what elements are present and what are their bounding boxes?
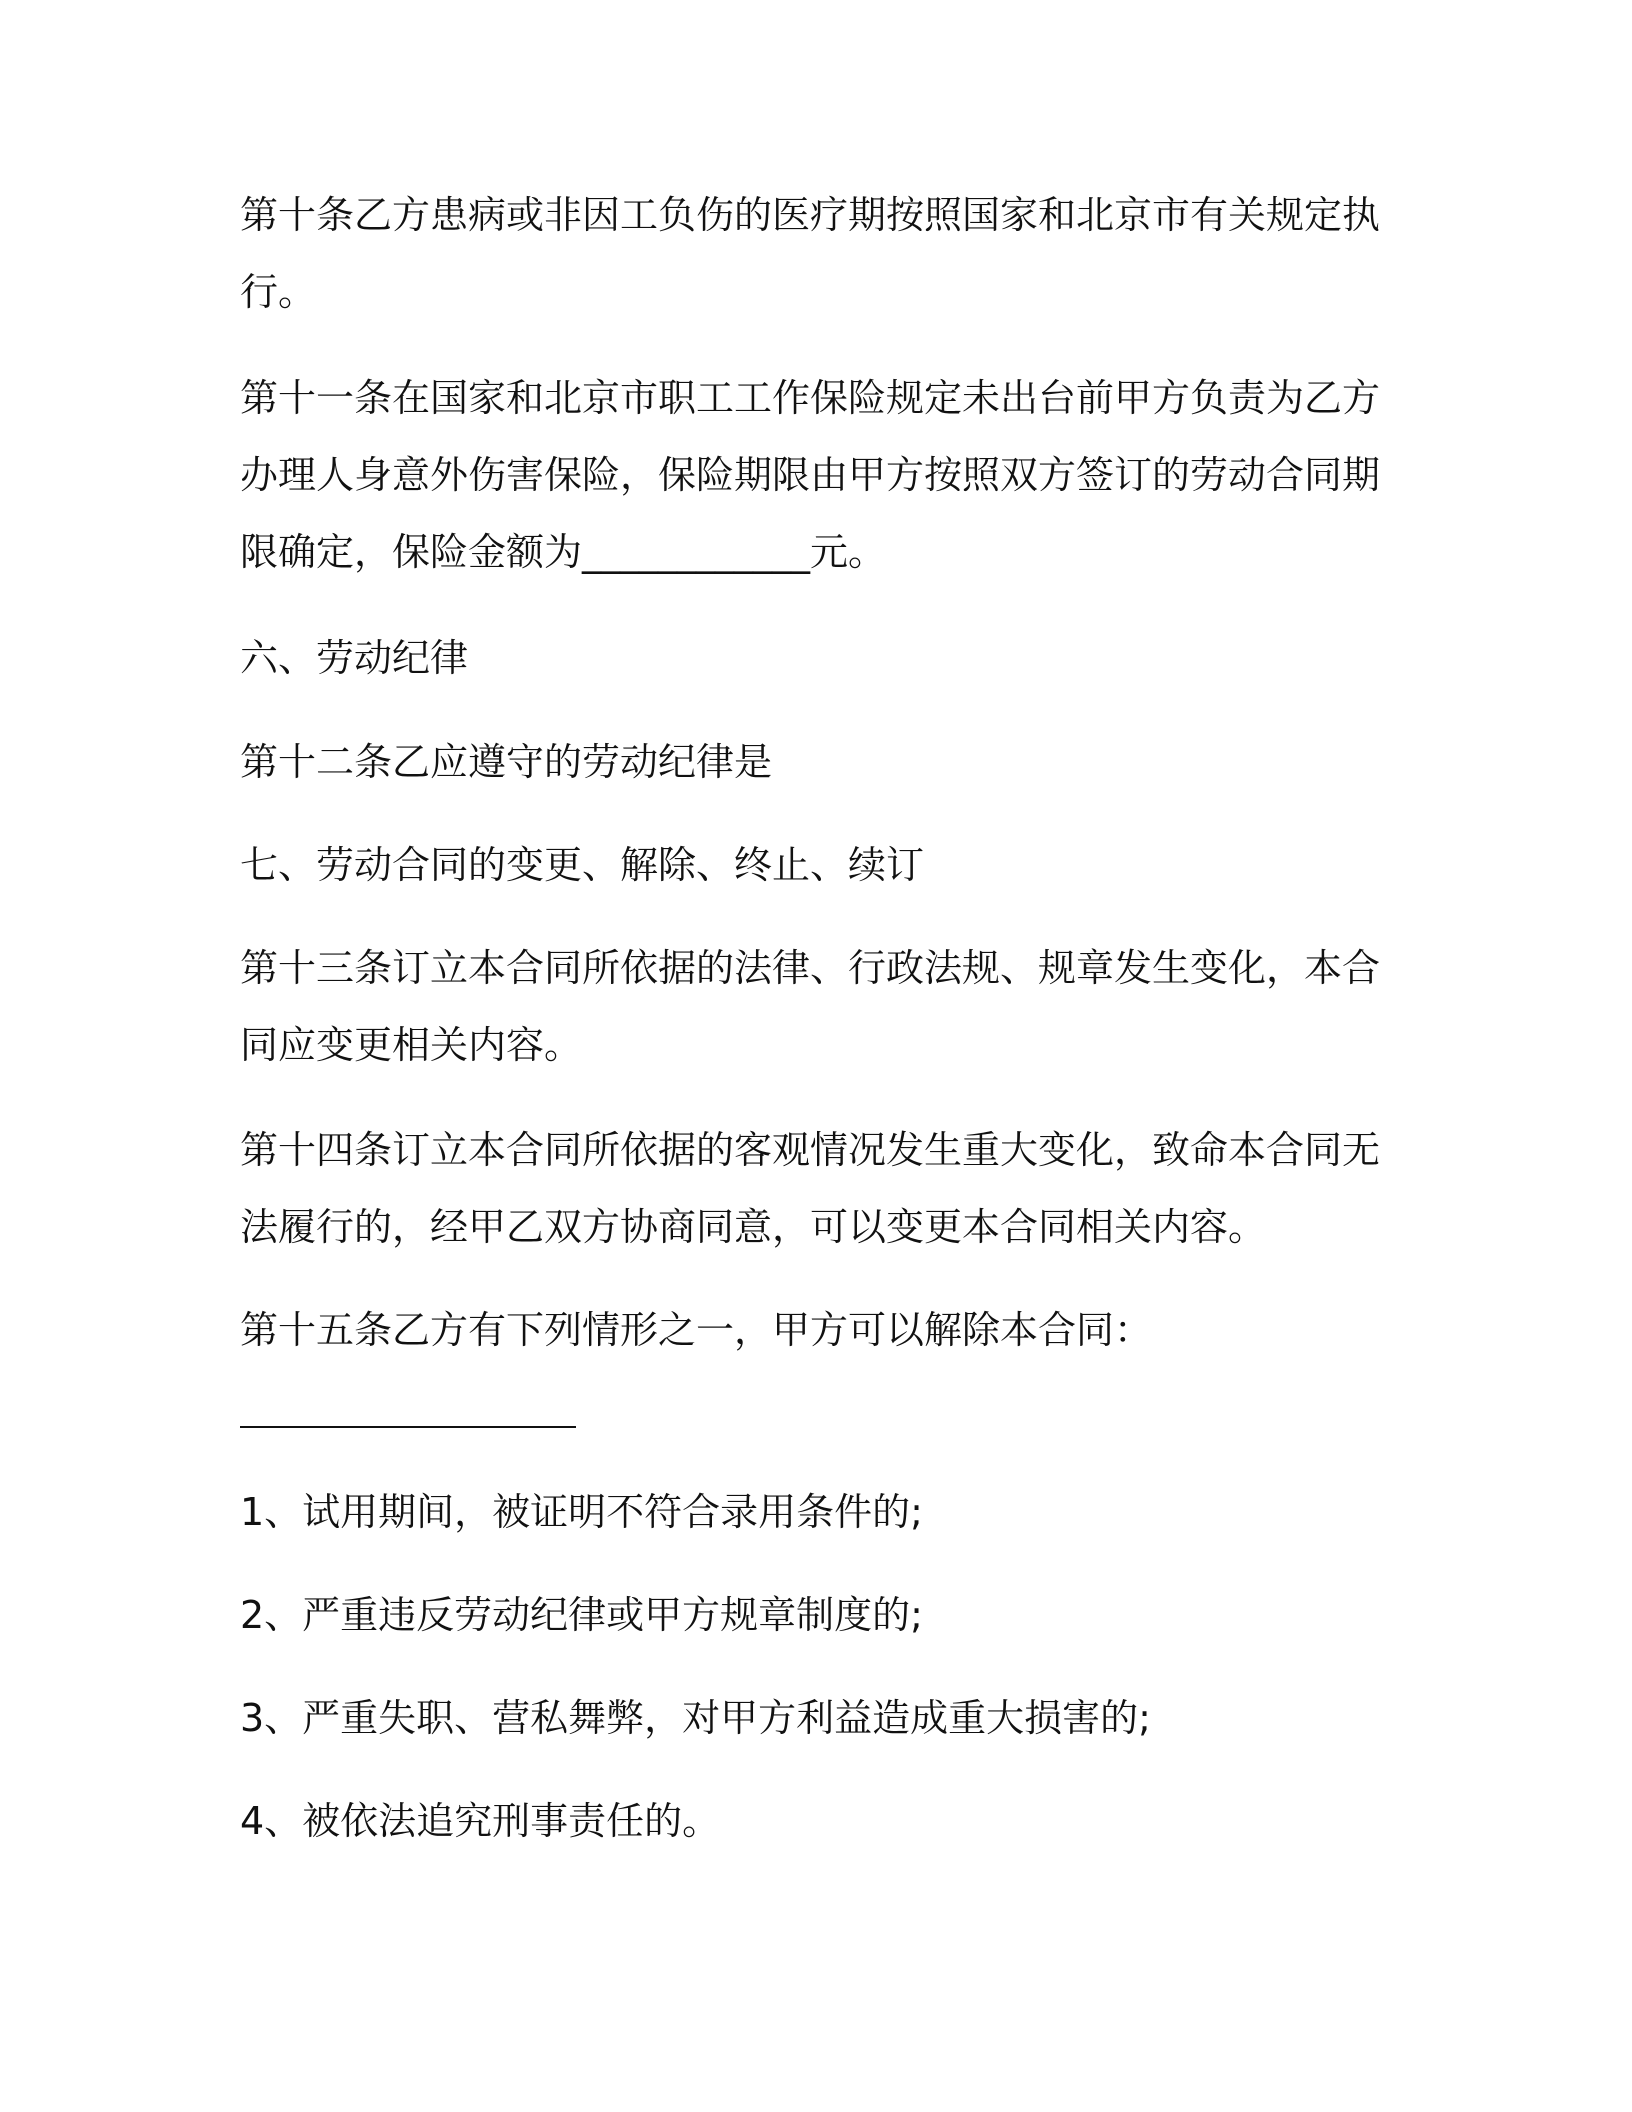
list-item-3: 3、严重失职、营私舞弊，对甲方利益造成重大损害的; <box>240 1696 1151 1740</box>
article-10: 第十条乙方患病或非因工负伤的医疗期按照国家和北京市有关规定执行。 <box>240 193 1381 314</box>
list-item-1: 1、试用期间，被证明不符合录用条件的; <box>240 1490 923 1534</box>
article-13: 第十三条订立本合同所依据的法律、行政法规、规章发生变化，本合同应变更相关内容。 <box>240 946 1381 1067</box>
section-6-heading: 六、劳动纪律 <box>240 636 469 680</box>
fill-in-blank-line <box>240 1426 576 1428</box>
article-15: 第十五条乙方有下列情形之一，甲方可以解除本合同： <box>240 1308 1153 1352</box>
list-item-4: 4、被依法追究刑事责任的。 <box>240 1799 721 1843</box>
article-14: 第十四条订立本合同所依据的客观情况发生重大变化，致命本合同无法履行的，经甲乙双方协商同意，可以变更本合同相关内容。 <box>240 1128 1381 1249</box>
article-12: 第十二条乙应遵守的劳动纪律是 <box>240 740 773 784</box>
section-7-heading: 七、劳动合同的变更、解除、终止、续订 <box>240 843 925 887</box>
article-11: 第十一条在国家和北京市职工工作保险规定未出台前甲方负责为乙方办理人身意外伤害保险，保险期限由甲方按照双方签订的劳动合同期限确定，保险金额为____________元。 <box>240 376 1381 574</box>
list-item-2: 2、严重违反劳动纪律或甲方规章制度的; <box>240 1593 923 1637</box>
